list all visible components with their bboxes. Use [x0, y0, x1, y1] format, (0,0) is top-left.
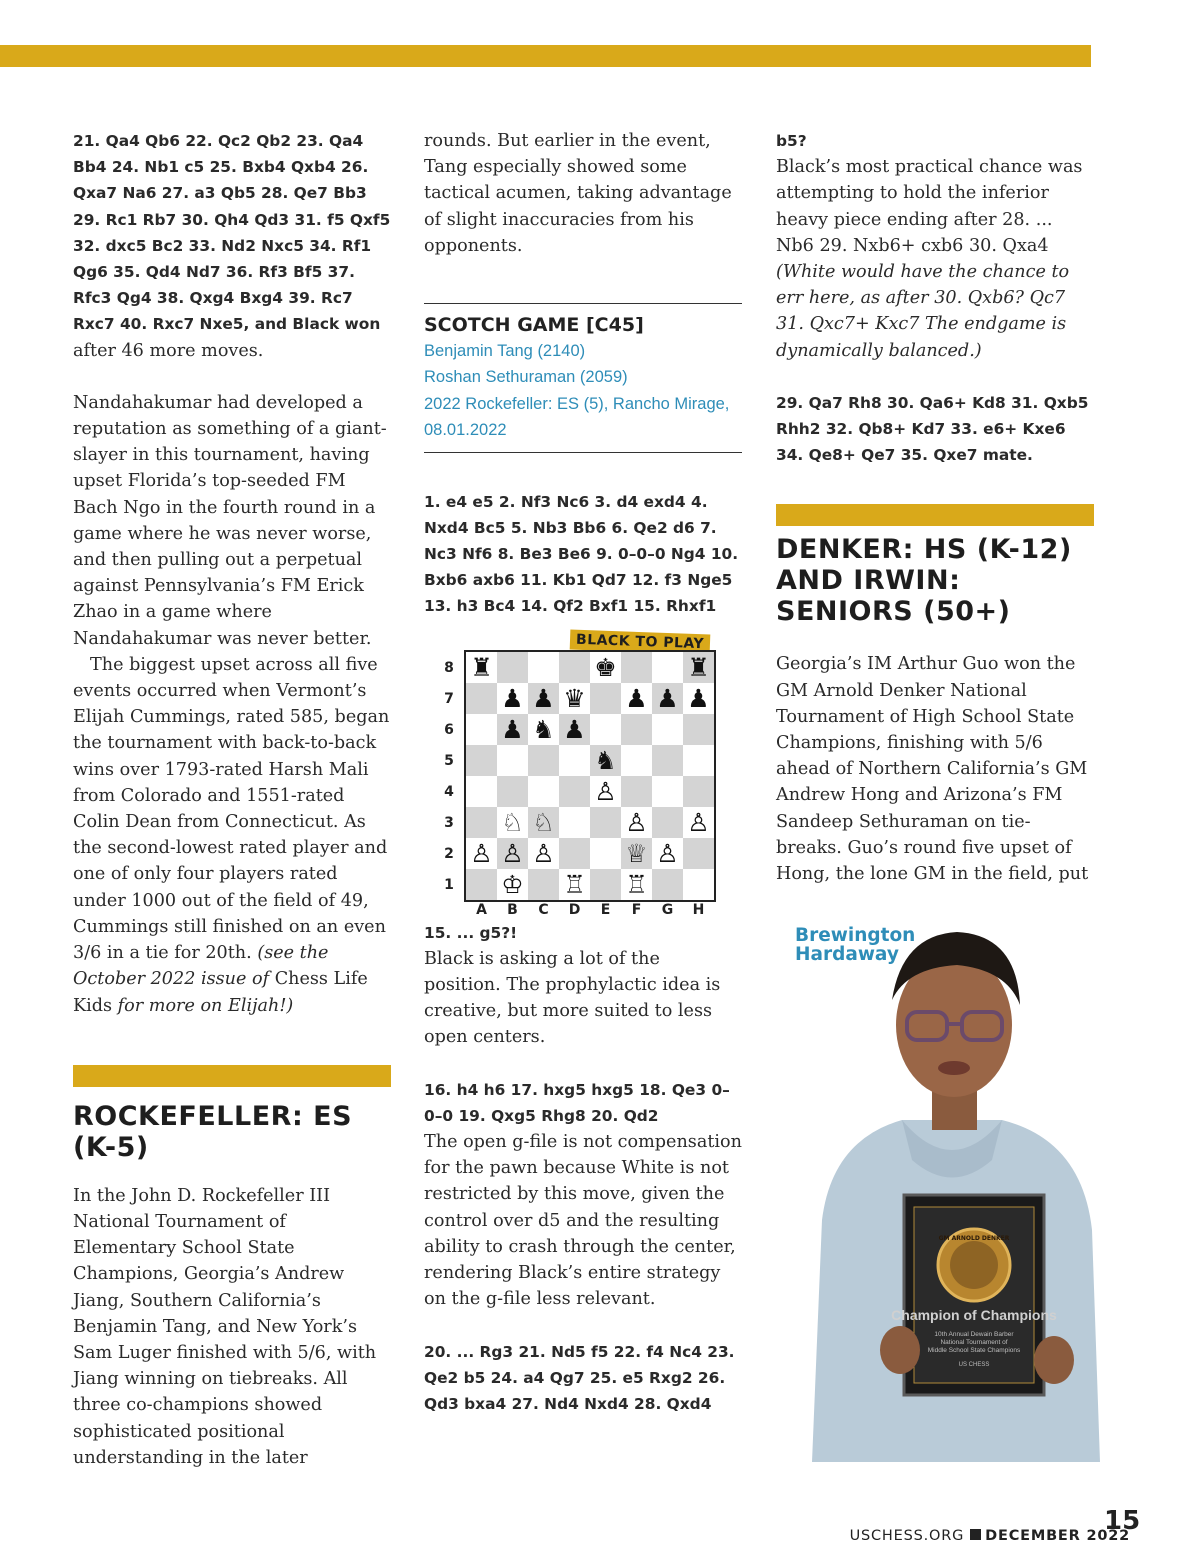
chess-piece-icon: ♙ [470, 838, 493, 868]
board-square-b2 [497, 838, 528, 869]
board-square-d2 [559, 838, 590, 869]
board-square-g7 [652, 683, 683, 714]
section-accent-bar [73, 1065, 391, 1087]
board-square-a6 [466, 714, 497, 745]
page-number: 15 [1104, 1506, 1141, 1536]
board-square-b8 [497, 652, 528, 683]
photo-illustration [792, 920, 1110, 1462]
board-square-h7 [683, 683, 714, 714]
medal-text: GM ARNOLD DENKER [938, 1235, 1010, 1242]
footer-issue: DECEMBER 2022 [985, 1528, 1130, 1544]
board-square-h8 [683, 652, 714, 683]
board-square-e3 [590, 807, 621, 838]
board-square-d8 [559, 652, 590, 683]
column-1 [73, 128, 391, 1471]
board-square-e4 [590, 776, 621, 807]
to-play-label: BLACK TO PLAY [570, 629, 711, 654]
game-moves: 16. h4 h6 17. hxg5 hxg5 18. Qe3 0–0–0 19. Qxg5 Rhg8 20. Qd2 [424, 1080, 730, 1125]
file-label: E [600, 901, 611, 918]
chess-piece-icon: ♟ [687, 683, 710, 713]
game-moves: 1. e4 e5 2. Nf3 Nc6 3. d4 exd4 4. Nxd4 Bc5 5. Nb3 Bb6 6. Qe2 d6 7. Nc3 Nf6 8. Be3 Be6 9. 0–0–0 Ng4 10. Bxb6 axb6 11. Kb1 Qd7 12. f3 Nge5 13. h3 Bc4 14. Qf2 Bxf1 15. Rhxf1 [424, 492, 739, 616]
rank-label: 7 [444, 690, 454, 707]
rank-label: 2 [444, 845, 454, 862]
separator-square-icon [970, 1529, 981, 1540]
board-square-f5 [621, 745, 652, 776]
chess-piece-icon: ♖ [563, 869, 586, 899]
annotation: The open g-file is not compensation for the pawn because White is not restricted by this move, given the control over d5 and the resulting ability to crash through the center, rendering Black’s entire strategy on the g-file less relevant. [424, 1132, 742, 1310]
rank-label: 3 [444, 814, 454, 831]
board-square-d6 [559, 714, 590, 745]
plaque-line: 10th Annual Dewain Barber [934, 1331, 1014, 1338]
chess-piece-icon: ♘ [501, 807, 524, 837]
chess-piece-icon: ♙ [532, 838, 555, 868]
chess-piece-icon: ♚ [594, 652, 617, 682]
chess-piece-icon: ♙ [656, 838, 679, 868]
file-label: C [538, 901, 549, 918]
chess-piece-icon: ♙ [501, 838, 524, 868]
board-square-g8 [652, 652, 683, 683]
body-paragraph: Nandahakumar had developed a reputation as something of a giant-slayer in this tournament, having upset Florida’s top-seeded FM Bach Ngo in the fourth round in a game where he was never worse, and then pulling out a perpetual against Pennsylvania’s FM Erick Zhao in a game where Nandahakumar was never better. [73, 392, 387, 649]
board-square-c1 [528, 869, 559, 900]
board-square-h5 [683, 745, 714, 776]
file-label: A [476, 901, 487, 918]
chess-piece-icon: ♜ [687, 652, 710, 682]
board-square-b6 [497, 714, 528, 745]
game-moves: 21. Qa4 Qb6 22. Qc2 Qb2 23. Qa4 Bb4 24. Nb1 c5 25. Bxb4 Qxb4 26. Qxa7 Na6 27. a3 Qb5 28. Qe7 Bb3 29. Rc1 Rb7 30. Qh4 Qd3 31. f5 Qxf5 32. dxc5 Bc2 33. Nd2 Nxc5 34. Rf1 Qg6 35. Qd4 Nd7 36. Rf3 Bf5 37. Rfc3 Qg4 38. Qxg4 Bxg4 39. Rc7 Rxc7 40. Rxc7 Nxe5, and Black won after 46 more moves. [73, 132, 391, 361]
board-square-h4 [683, 776, 714, 807]
board-square-b1 [497, 869, 528, 900]
board-square-e6 [590, 714, 621, 745]
board-square-h2 [683, 838, 714, 869]
body-paragraph: rounds. But earlier in the event, Tang especially showed some tactical acumen, taking advantage of slight inaccuracies from his opponents. [424, 131, 732, 256]
footer-site: USCHESS.ORG [849, 1528, 965, 1544]
board-square-f6 [621, 714, 652, 745]
game-move: 15. ... g5?! [424, 923, 518, 942]
chess-piece-icon: ♞ [532, 714, 555, 744]
divider [424, 303, 742, 304]
chess-piece-icon: ♙ [687, 807, 710, 837]
board-square-f1 [621, 869, 652, 900]
board-square-d4 [559, 776, 590, 807]
board-square-d1 [559, 869, 590, 900]
rank-label: 8 [444, 659, 454, 676]
board-square-a7 [466, 683, 497, 714]
board-square-g6 [652, 714, 683, 745]
chess-piece-icon: ♙ [625, 807, 648, 837]
board-square-c7 [528, 683, 559, 714]
game-move: b5? [776, 132, 807, 150]
top-accent-bar [0, 45, 1091, 67]
chess-diagram [424, 632, 742, 920]
chess-piece-icon: ♔ [501, 869, 524, 899]
game-moves: 20. ... Rg3 21. Nd5 f5 22. f4 Nc4 23. Qe2 b5 24. a4 Qg7 25. e5 Rxg2 26. Qd3 bxa4 27. Nd4 Nxd4 28. Qxd4 [424, 1342, 735, 1413]
event-info: 2022 Rockefeller: ES (5), Rancho Mirage, 08.01.2022 [424, 394, 730, 440]
board-square-d7 [559, 683, 590, 714]
board-square-b3 [497, 807, 528, 838]
game-title: SCOTCH GAME [C45] [424, 314, 644, 337]
file-label: B [507, 901, 518, 918]
board-square-d3 [559, 807, 590, 838]
white-player: Benjamin Tang (2140) [424, 342, 586, 361]
board-square-e8 [590, 652, 621, 683]
file-label: G [661, 901, 674, 918]
rank-label: 4 [444, 783, 454, 800]
board-square-g4 [652, 776, 683, 807]
plaque-line: National Tournament of [940, 1339, 1008, 1346]
file-label: F [631, 901, 642, 918]
board-square-a5 [466, 745, 497, 776]
board-square-f2 [621, 838, 652, 869]
chess-board [464, 650, 716, 902]
board-square-c4 [528, 776, 559, 807]
board-square-f7 [621, 683, 652, 714]
chess-piece-icon: ♙ [594, 776, 617, 806]
annotation: Black’s most practical chance was attempting to hold the inferior heavy piece ending after 28. ... Nb6 29. Nxb6+ cxb6 30. Qxa4 (White would have the chance to err here, as after 30. Qxb6? Qc7 31. Qxc7+ Kxc7 The endgame is dynamically balanced.) [776, 157, 1083, 361]
board-square-c5 [528, 745, 559, 776]
board-square-b4 [497, 776, 528, 807]
body-paragraph: The biggest upset across all five events occurred when Vermont’s Elijah Cummings, rated 585, began the tournament with back-to-back wins over 1793-rated Harsh Mali from Colorado and 1551-rated Colin Dean from Connecticut. As the second-lowest rated player and one of only four players rated under 1000 out of the field of 49, Cummings still finished on an even 3/6 in a tie for 20th. (see the October 2022 issue of Chess Life Kids for more on Elijah!) [73, 654, 390, 1016]
board-square-f3 [621, 807, 652, 838]
photo-caption: Brewington Hardaway [795, 925, 916, 965]
rank-label: 5 [444, 752, 454, 769]
board-square-b7 [497, 683, 528, 714]
section-heading: DENKER: HS (K-12) AND IRWIN: SENIORS (50+) [776, 534, 1072, 628]
rank-label: 1 [444, 876, 454, 893]
board-square-f8 [621, 652, 652, 683]
board-square-d5 [559, 745, 590, 776]
chess-piece-icon: ♟ [625, 683, 648, 713]
body-paragraph: In the John D. Rockefeller III National Tournament of Elementary School State Champions, Georgia’s Andrew Jiang, Southern California’s Benjamin Tang, and New York’s Sam Luger finished with 5/6, with Jiang winning on tiebreaks. All three co-champions showed sophisticated positional understanding in the later [73, 1185, 377, 1468]
chess-piece-icon: ♞ [594, 745, 617, 775]
chess-piece-icon: ♘ [532, 807, 555, 837]
file-label: H [692, 901, 705, 918]
column-3 [776, 128, 1094, 887]
board-square-a2 [466, 838, 497, 869]
rank-label: 6 [444, 721, 454, 738]
board-square-a8 [466, 652, 497, 683]
footer [850, 1528, 1130, 1544]
board-square-c3 [528, 807, 559, 838]
column-2 [424, 128, 742, 1417]
board-square-a4 [466, 776, 497, 807]
player-photo [792, 920, 1110, 1462]
board-square-b5 [497, 745, 528, 776]
board-square-h6 [683, 714, 714, 745]
board-square-g5 [652, 745, 683, 776]
board-square-a3 [466, 807, 497, 838]
board-square-e7 [590, 683, 621, 714]
plaque-org: US CHESS [958, 1362, 990, 1368]
black-player: Roshan Sethuraman (2059) [424, 368, 628, 387]
chess-piece-icon: ♕ [625, 838, 648, 868]
chess-piece-icon: ♟ [501, 714, 524, 744]
chess-piece-icon: ♟ [501, 683, 524, 713]
board-square-g3 [652, 807, 683, 838]
chess-piece-icon: ♜ [470, 652, 493, 682]
board-square-g1 [652, 869, 683, 900]
board-square-c6 [528, 714, 559, 745]
chess-piece-icon: ♟ [532, 683, 555, 713]
board-square-f4 [621, 776, 652, 807]
annotation: Black is asking a lot of the position. The prophylactic idea is creative, but more suited to less open centers. [424, 948, 721, 1048]
board-square-g2 [652, 838, 683, 869]
chess-piece-icon: ♟ [656, 683, 679, 713]
file-label: D [568, 901, 581, 918]
board-square-c2 [528, 838, 559, 869]
board-square-e5 [590, 745, 621, 776]
chess-piece-icon: ♟ [563, 714, 586, 744]
chess-piece-icon: ♖ [625, 869, 648, 899]
plaque-line: Middle School State Champions [927, 1347, 1021, 1354]
board-square-h1 [683, 869, 714, 900]
body-paragraph: Georgia’s IM Arthur Guo won the GM Arnold Denker National Tournament of High School State Champions, finishing with 5/6 ahead of Northern California’s GM Andrew Hong and Arizona’s FM Sandeep Sethuraman on tie-breaks. Guo’s round five upset of Hong, the lone GM in the field, put [776, 654, 1089, 885]
board-square-a1 [466, 869, 497, 900]
board-square-e2 [590, 838, 621, 869]
section-heading: ROCKEFELLER: ES (K-5) [73, 1100, 353, 1163]
chess-piece-icon: ♛ [563, 683, 586, 713]
board-square-e1 [590, 869, 621, 900]
board-square-h3 [683, 807, 714, 838]
board-square-c8 [528, 652, 559, 683]
plaque-title: Champion of Champions [891, 1307, 1057, 1323]
section-accent-bar [776, 504, 1094, 526]
game-moves: 29. Qa7 Rh8 30. Qa6+ Kd8 31. Qxb5 Rhh2 32. Qb8+ Kd7 33. e6+ Kxe6 34. Qe8+ Qe7 35. Qxe7 mate. [776, 393, 1089, 465]
